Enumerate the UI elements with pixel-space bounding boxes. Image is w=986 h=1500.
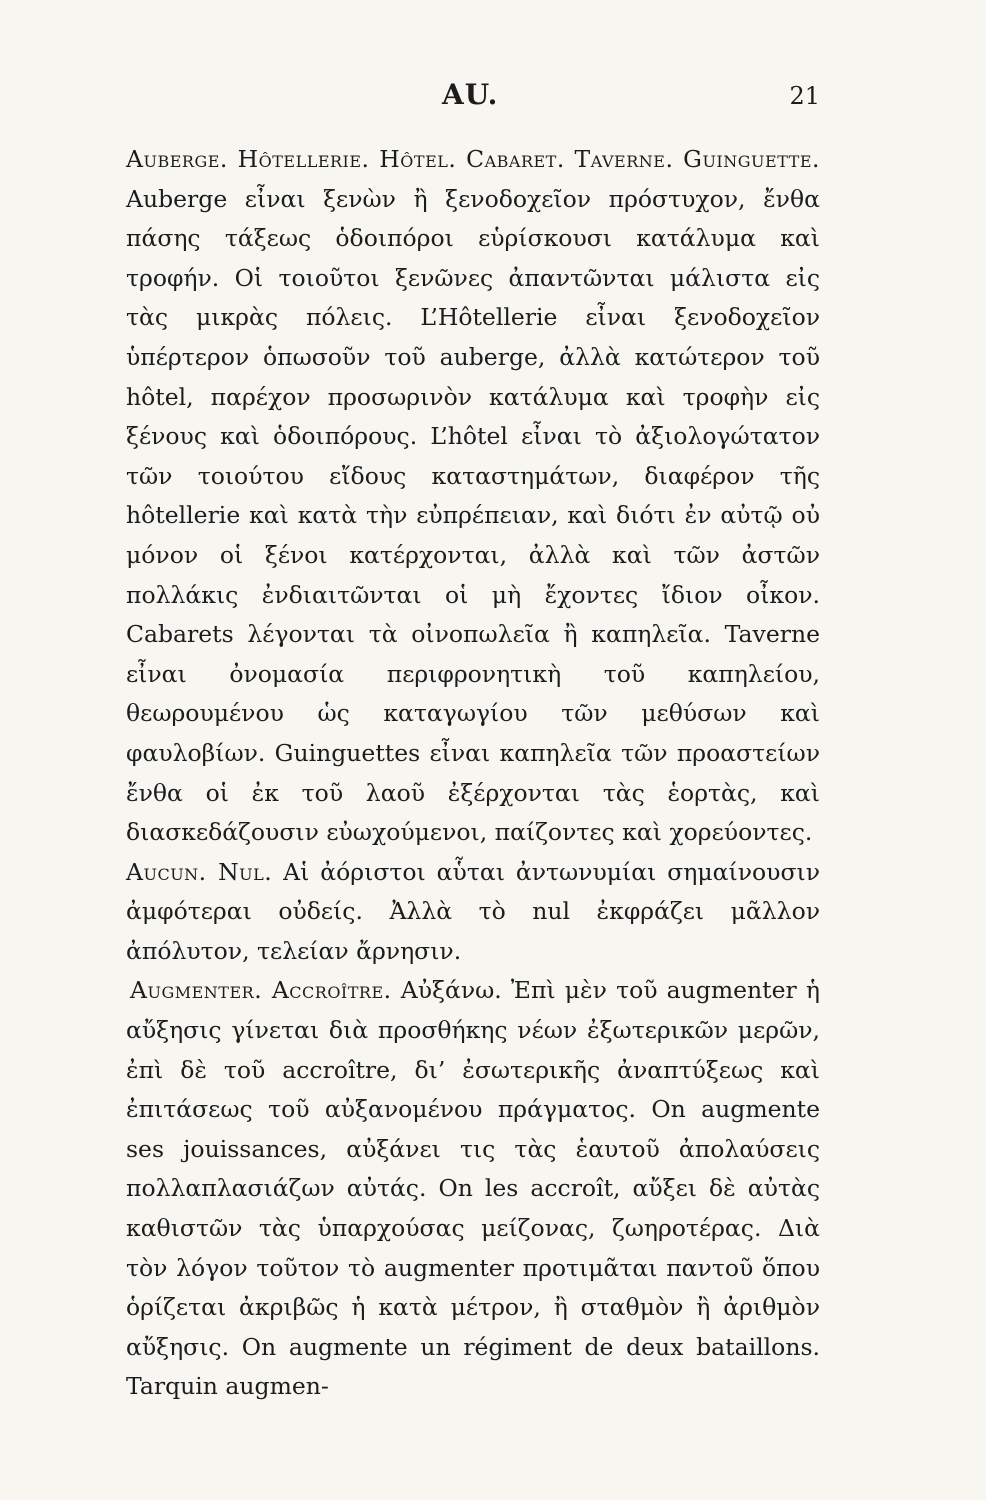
entry-auberge	[126, 140, 820, 853]
entry-augmenter	[126, 971, 820, 1407]
entry-aucun	[126, 853, 820, 972]
page-number: 21	[789, 82, 820, 110]
entry-text: Αἱ ἀόριστοι αὗται ἀντωνυμίαι σημαίνουσιν ἀμφότεραι οὐδείς. Ἀλλὰ τὸ nul ἐκφράζει μᾶλλον ἀπόλυτον, τελείαν ἄρνησιν.	[126, 857, 820, 965]
body-text	[126, 140, 820, 1407]
entry-text: Auberge εἶναι ξενὼν ἢ ξενοδοχεῖον πρόστυχον, ἔνθα πάσης τάξεως ὁδοιπόροι εὑρίσκουσι κατάλυμα καὶ τροφήν. Οἱ τοιοῦτοι ξενῶνες ἀπαντῶνται μάλιστα εἰς τὰς μικρὰς πόλεις. L’Hôtellerie εἶναι ξενοδοχεῖον ὑπέρτερον ὁπωσοῦν τοῦ auberge, ἀλλὰ κατώτερον τοῦ hôtel, παρέχον προσωρινὸν κατάλυμα καὶ τροφὴν εἰς ξένους καὶ ὁδοιπόρους. L’hôtel εἶναι τὸ ἀξιολογώτατον τῶν τοιούτου εἴδους καταστημάτων, διαφέρον τῆς hôtellerie καὶ κατὰ τὴν εὐπρέπειαν, καὶ διότι ἐν αὐτῷ οὐ μόνον οἱ ξένοι κατέρχονται, ἀλλὰ καὶ τῶν ἀστῶν πολλάκις ἐνδιαιτῶνται οἱ μὴ ἔχοντες ἴδιον οἶκον. Cabarets λέγονται τὰ οἰνοπωλεῖα ἢ καπηλεῖα. Taverne εἶναι ὀνομασία περιφρονητικὴ τοῦ καπηλείου, θεωρουμένου ὡς καταγωγίου τῶν μεθύσων καὶ φαυλοβίων. Guinguettes εἶναι καπηλεῖα τῶν προαστείων ἔνθα οἱ ἐκ τοῦ λαοῦ ἐξέρχονται τὰς ἑορτὰς, καὶ διασκεδάζουσιν εὐωχούμενοι, παίζοντες καὶ χορεύοντες.	[126, 184, 820, 847]
entry-headwords: Aucun. Nul.	[126, 857, 273, 886]
page-header	[130, 78, 820, 118]
running-head: AU.	[442, 78, 499, 111]
entry-text: Αὐξάνω. Ἐπὶ μὲν τοῦ augmenter ἡ αὔξησις γίνεται διὰ προσθήκης νέων ἐξωτερικῶν μερῶν, ἐπὶ δὲ τοῦ accroître, δι’ ἐσωτερικῆς ἀναπτύξεως καὶ ἐπιτάσεως τοῦ αὐξανομένου πράγματος. On augmente ses jouissances, αὐξάνει τις τὰς ἑαυτοῦ ἀπολαύσεις πολλαπλασιάζων αὐτάς. On les accroît, αὔξει δὲ αὐτὰς καθιστῶν τὰς ὑπαρχούσας μείζονας, ζωηροτέρας. Διὰ τὸν λόγον τοῦτον τὸ augmenter προτιμᾶται παντοῦ ὅπου ὁρίζεται ἀκριβῶς ἡ κατὰ μέτρον, ἢ σταθμὸν ἢ ἀριθμὸν αὔξησις. On augmente un régiment de deux bataillons. Tarquin augmen-	[126, 976, 820, 1401]
entry-headwords: Auberge. Hôtellerie. Hôtel. Cabaret. Taverne. Guinguette.	[126, 145, 820, 173]
entry-headwords: Augmenter. Accroître.	[130, 976, 392, 1005]
